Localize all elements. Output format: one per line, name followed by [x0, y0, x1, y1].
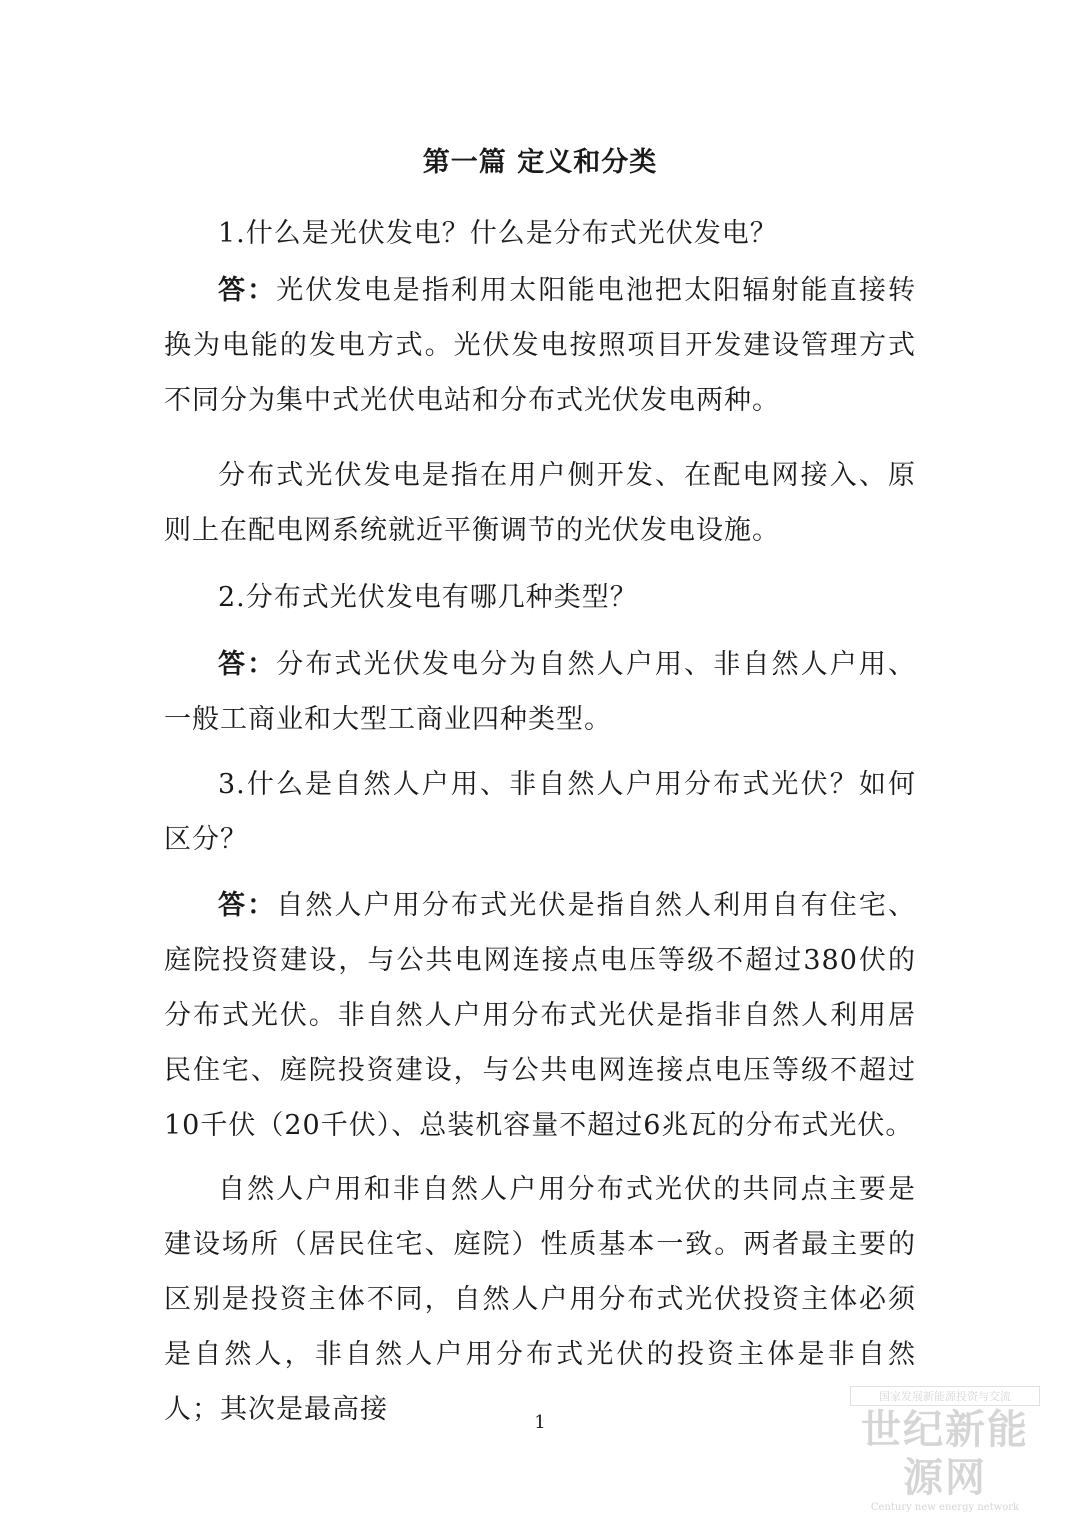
answer-label: 答：: [218, 649, 277, 680]
answer-3-text: 自然人户用分布式光伏是指自然人利用自有住宅、庭院投资建设，与公共电网连接点电压等级不超过380伏的分布式光伏。非自然人户用分布式光伏是指非自然人利用居民住宅、庭院投资建设，与公共电网连接点电压等级不超过10千伏（20千伏）、总装机容量不超过6兆瓦的分布式光伏。: [164, 890, 917, 1141]
answer-1: [164, 263, 916, 428]
answer-label: 答：: [218, 275, 277, 306]
question-1: 1.什么是光伏发电？什么是分布式光伏发电？: [218, 218, 778, 249]
answer-3: [164, 878, 916, 1153]
question-2: 2.分布式光伏发电有哪几种类型？: [218, 582, 638, 613]
answer-1-text: 光伏发电是指利用太阳能电池把太阳辐射能直接转换为电能的发电方式。光伏发电按照项目开发建设管理方式不同分为集中式光伏电站和分布式光伏发电两种。: [164, 275, 917, 416]
watermark-top-text: 国家发展新能源投资与交流: [850, 1386, 1040, 1406]
paragraph-distributed-definition: 分布式光伏发电是指在用户侧开发、在配电网接入、原则上在配电网系统就近平衡调节的光伏发电设施。: [164, 460, 916, 546]
watermark-sub-text: Century new energy network: [870, 1502, 1020, 1513]
watermark-logo: [850, 1386, 1040, 1513]
paragraph-comparison: 自然人户用和非自然人户用分布式光伏的共同点主要是建设场所（居民住宅、庭院）性质基本一致。两者最主要的区别是投资主体不同，自然人户用分布式光伏投资主体必须是自然人，非自然人户用分布式光伏的投资主体是非自然人；其次是最高接: [164, 1174, 916, 1425]
answer-2-text: 分布式光伏发电分为自然人户用、非自然人户用、一般工商业和大型工商业四种类型。: [164, 649, 917, 735]
watermark-main-text: 世纪新能源网: [861, 1407, 1029, 1501]
page-title: 第一篇 定义和分类: [422, 147, 658, 178]
answer-2: [164, 637, 916, 747]
question-3: 3.什么是自然人户用、非自然人户用分布式光伏？如何区分？: [164, 769, 916, 855]
answer-label: 答：: [218, 890, 277, 921]
page-number: 1: [534, 1412, 546, 1433]
